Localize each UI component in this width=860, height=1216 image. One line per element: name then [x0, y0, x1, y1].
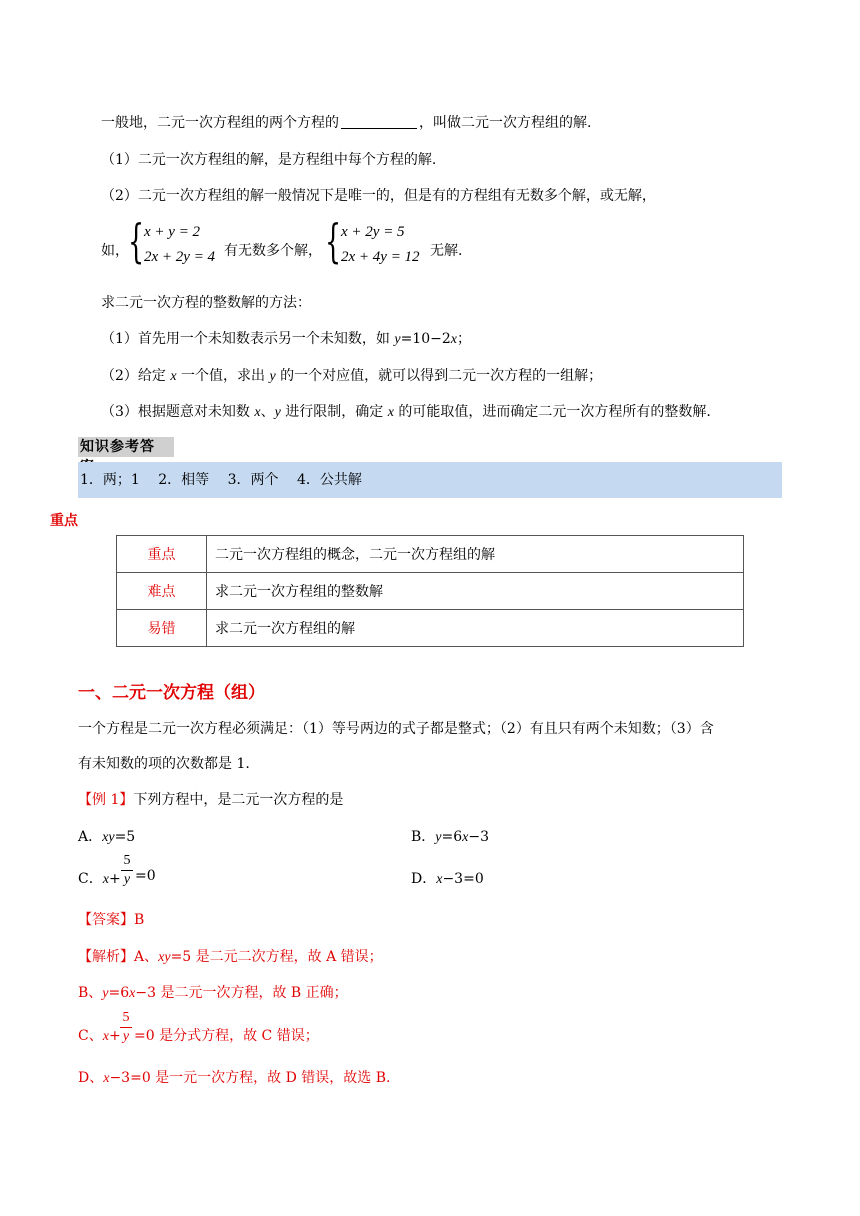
option-c-rest: =0	[135, 868, 156, 884]
key-points-table	[116, 535, 744, 647]
math-var: y	[274, 405, 281, 420]
knowledge-answers-title: 知识参考答	[78, 437, 174, 457]
value-cell: 二元一次方程组的概念，二元一次方程组的解	[207, 536, 744, 573]
knowledge-answers-text: 1．两；1 2．相等 3．两个 4．公共解	[80, 472, 362, 488]
text: （3）根据题意对未知数	[101, 404, 255, 420]
table-row	[117, 573, 744, 610]
fraction-5-over-y	[120, 1009, 132, 1046]
answer	[78, 909, 144, 929]
method-step-2	[101, 365, 602, 385]
math-var: x	[129, 986, 136, 1001]
denominator: y	[123, 872, 131, 887]
key-cell: 难点	[117, 573, 207, 610]
numerator: 5	[122, 1010, 130, 1025]
text: D、	[78, 1070, 104, 1086]
denominator: y	[122, 1029, 130, 1044]
example-question: 下列方程中，是二元一次方程的是	[133, 792, 344, 808]
intro-text-a: 一般地，二元一次方程组的两个方程的	[101, 115, 339, 131]
text: =6	[441, 829, 463, 845]
knowledge-answers-bar	[78, 462, 782, 498]
answer-label: 【答案】	[78, 912, 134, 928]
intro-note-2: （2）二元一次方程组的解一般情况下是唯一的，但是有的方程组有无数多个解，或无解，	[101, 188, 656, 204]
analysis-label: 【解析】	[78, 949, 134, 965]
math-var: x	[436, 872, 443, 887]
math-var: x	[102, 1029, 109, 1044]
intro-note-1: （1）二元一次方程组的解，是方程组中每个方程的解.	[101, 152, 437, 168]
key-cell: 易错	[117, 610, 207, 647]
text: （1）首先用一个未知数表示另一个未知数，如	[101, 331, 395, 347]
text: （2）给定	[101, 368, 171, 384]
table-row	[117, 536, 744, 573]
method-step-1	[101, 328, 471, 348]
text: C、	[78, 1028, 103, 1044]
fraction-5-over-y	[121, 852, 133, 889]
math-var: x	[170, 369, 177, 384]
text: 一个值，求出	[176, 368, 270, 384]
key-cell: 重点	[117, 536, 207, 573]
analysis-b	[78, 982, 348, 1002]
math-var: x	[102, 872, 109, 887]
brace-symbol: {	[128, 214, 145, 268]
option-d	[411, 868, 484, 888]
text: −3=0 是一元一次方程，故 D 错误，故选 B.	[109, 1070, 391, 1086]
text: 的一个对应值，就可以得到二元一次方程的一组解；	[275, 368, 603, 384]
example-label: 【例 1】	[78, 792, 134, 808]
analysis-a	[78, 946, 383, 966]
text: −3	[468, 829, 490, 845]
math-var: x	[103, 1071, 110, 1086]
math-var: x	[462, 830, 469, 845]
math-var: xy	[158, 950, 171, 965]
section-title: 一、二元一次方程（组）	[78, 683, 265, 703]
system-2-equation-1: x + 2y = 5	[341, 224, 405, 240]
option-label: A．	[78, 829, 103, 845]
math-var: xy	[102, 830, 115, 845]
intro-text-b: ，叫做二元一次方程组的解.	[419, 115, 592, 131]
system-1-suffix: 有无数多个解，	[224, 243, 322, 259]
method-step-3	[101, 401, 711, 421]
equation-system-2	[325, 214, 429, 272]
system-2-equation-2: 2x + 4y = 12	[341, 249, 420, 265]
definition-line-1: 一个方程是二元一次方程必须满足：（1）等号两边的式子都是整式；（2）有且只有两个未知数；（3）含	[78, 721, 714, 737]
equation-system-1	[128, 214, 224, 272]
math-var: y	[435, 830, 442, 845]
text: =5	[114, 829, 136, 845]
option-b	[411, 826, 489, 846]
text: 进行限制，确定	[280, 404, 388, 420]
math-var: y	[394, 332, 401, 347]
text: A、	[134, 949, 159, 965]
math-var: y	[269, 369, 276, 384]
math-var: x	[387, 405, 394, 420]
text: +	[108, 1028, 121, 1044]
method-title: 求二元一次方程的整数解的方法：	[101, 295, 311, 311]
example-1	[78, 789, 343, 809]
option-a	[78, 826, 135, 846]
text: 的可能取值，进而确定二元一次方程所有的整数解.	[393, 404, 711, 420]
option-label: C．	[78, 871, 103, 887]
answer-value: B	[134, 912, 145, 928]
answer-blank	[341, 115, 417, 129]
value-cell: 求二元一次方程组的整数解	[207, 573, 744, 610]
math-var: x	[450, 332, 457, 347]
text: −3=0	[442, 871, 484, 887]
text: =6	[108, 985, 130, 1001]
definition-line-2: 有未知数的项的次数都是 1.	[78, 756, 250, 772]
system-1-equation-2: 2x + 2y = 4	[144, 249, 216, 265]
numerator: 5	[123, 853, 131, 868]
text: −3 是二元一次方程，故 B 正确；	[135, 985, 348, 1001]
analysis-c	[78, 1025, 121, 1045]
brace-symbol: {	[325, 214, 342, 268]
option-c	[78, 868, 121, 888]
text: =5 是二元二次方程，故 A 错误；	[170, 949, 383, 965]
value-cell: 求二元一次方程组的解	[207, 610, 744, 647]
text: =10−2	[400, 331, 451, 347]
system-1-equation-1: x + y = 2	[144, 224, 201, 240]
analysis-c-rest: =0 是分式方程，故 C 错误；	[134, 1028, 319, 1044]
math-var: x	[254, 405, 261, 420]
math-var: y	[102, 986, 109, 1001]
text: +	[108, 871, 121, 887]
text: ；	[456, 331, 471, 347]
text: B、	[78, 985, 103, 1001]
analysis-d	[78, 1067, 391, 1087]
system-2-suffix: 无解.	[430, 243, 463, 259]
text: 、	[260, 404, 275, 420]
option-label: D．	[411, 871, 437, 887]
key-points-heading: 重点	[50, 513, 78, 529]
intro-line-1	[101, 112, 591, 132]
option-label: B．	[411, 829, 436, 845]
table-row	[117, 610, 744, 647]
example-prefix: 如，	[101, 243, 129, 259]
